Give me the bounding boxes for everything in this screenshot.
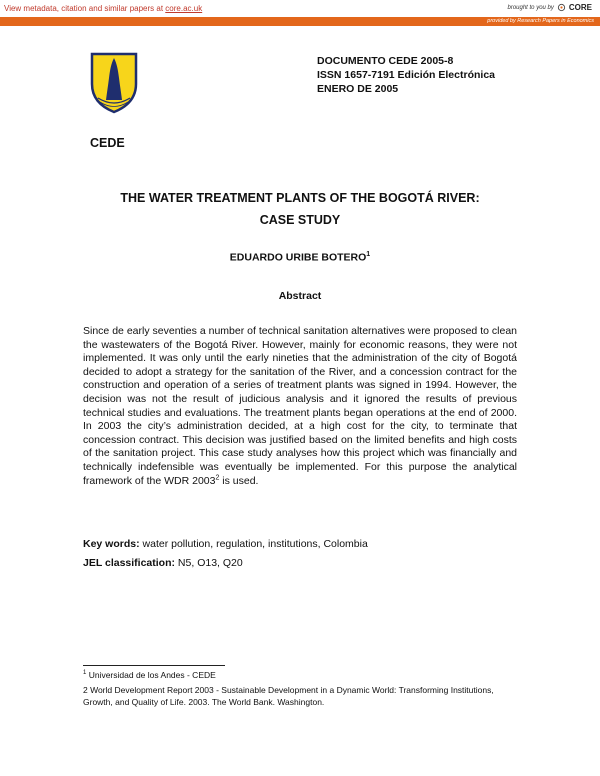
core-metadata-link[interactable]: View metadata, citation and similar papers at core.ac.uk	[4, 4, 203, 13]
paper-title: THE WATER TREATMENT PLANTS OF THE BOGOTÁ RIVER: CASE STUDY	[120, 191, 480, 227]
jel-classification: JEL classification: N5, O13, Q20	[83, 557, 243, 569]
provided-by-band: provided by Research Papers in Economics	[0, 17, 600, 26]
footnote-1: $^1$ Universidad de los Andes - CEDE	[83, 670, 216, 680]
org-label: CEDE	[90, 136, 125, 150]
footnote-rule	[83, 665, 225, 666]
issn: ISSN 1657-7191 Edición Electrónica	[317, 69, 495, 81]
core-logo-icon	[557, 3, 566, 12]
abstract-body: Since de early seventies a number of technical sanitation alternatives were proposed to clean the wastewaters of the Bogotá River. However, mainly for economic reasons, they were not implemented. It was only until the early nineties that the administration of the city of Bogotá decided to adopt a strategy for the sanitation of the River, and a concession contract for the construction and operation of a series of treatment plants was signed in 1994. However, the decision was not the result of judicious analysis and it ignored the results of previous technical studies and evaluations. The treatment plants began operations at the end of 2000. In 2003 the city’s administration decided, at a high cost for the city, to terminate that concession contract. This decision was justified based on the limited benefits and high costs of the sanitation project. This case study analyses how this project which was financially and technically indefensible was eventually be implemented. For this purpose the analytical framework of the WDR 2003$^2$ is used.	[83, 325, 517, 487]
doc-date: ENERO DE 2005	[317, 83, 399, 95]
abstract-heading: Abstract	[278, 290, 322, 302]
author: EDUARDO URIBE BOTERO$^1$	[229, 251, 371, 264]
keywords: Key words: water pollution, regulation, institutions, Colombia	[83, 538, 368, 550]
document-info	[317, 54, 495, 96]
brought-by-core: brought to you by CORE	[507, 3, 592, 12]
footnote-2: 2 World Development Report 2003 - Sustainable Development in a Dynamic World: Transforming Institutions, Growth, and Quality of Life. 2003. The World Bank. Washington.	[83, 685, 494, 707]
university-seal-logo	[86, 50, 142, 114]
doc-number: DOCUMENTO CEDE 2005-8	[317, 55, 454, 67]
